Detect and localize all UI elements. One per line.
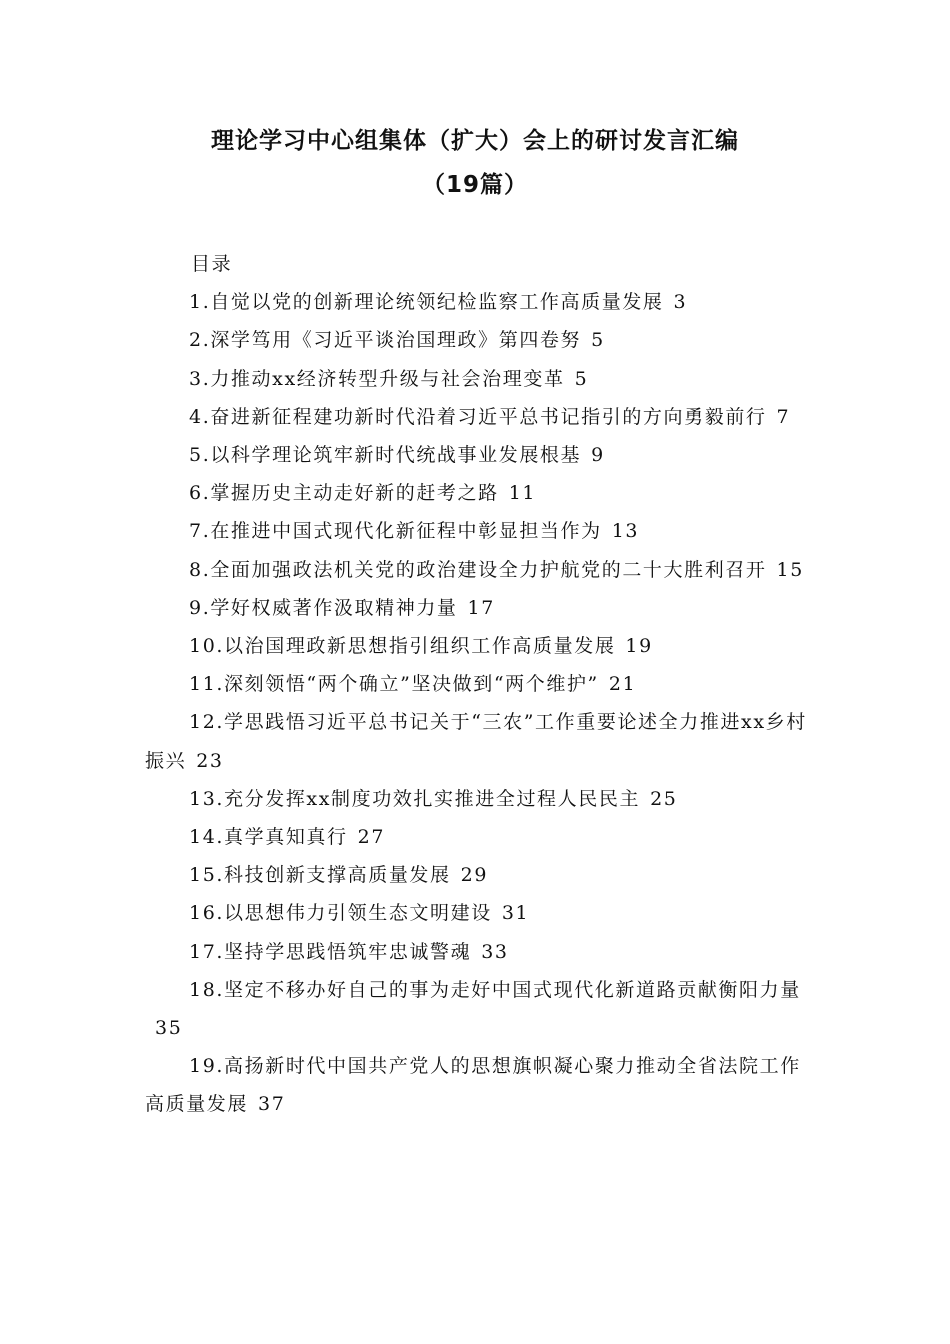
toc-entry[interactable] [145, 971, 810, 1047]
toc-page-number: 5 [591, 329, 605, 352]
toc-entry[interactable] [145, 627, 810, 665]
toc-page-number: 29 [460, 864, 489, 887]
toc-page-number: 15 [776, 558, 804, 581]
toc-entry-title: 10.以治国理政新思想指引组织工作高质量发展 [189, 635, 616, 658]
toc-entry-title: 19.高扬新时代中国共产党人的思想旗帜凝心聚力推动全省法院工作高质量发展 [145, 1055, 801, 1116]
toc-entry[interactable] [145, 283, 810, 321]
toc-entry-title: 5.以科学理论筑牢新时代统战事业发展根基 [189, 444, 582, 467]
table-of-contents [145, 245, 810, 1124]
toc-page-number: 17 [467, 596, 495, 619]
toc-page-number: 25 [650, 787, 678, 810]
toc-heading: 目录 [191, 253, 233, 275]
toc-entry[interactable] [145, 818, 810, 856]
toc-entry[interactable] [145, 665, 810, 703]
toc-entry-title: 6.掌握历史主动走好新的赶考之路 [189, 482, 499, 505]
toc-entry[interactable] [145, 321, 810, 359]
toc-entry-title: 15.科技创新支撑高质量发展 [189, 864, 451, 887]
toc-entry[interactable] [145, 512, 810, 550]
toc-entry-title: 2.深学笃用《习近平谈治国理政》第四卷努 [189, 329, 582, 352]
toc-page-number: 5 [574, 367, 589, 390]
toc-page-number: 27 [357, 826, 386, 849]
toc-entry-title: 13.充分发挥xx制度功效扎实推进全过程人民民主 [189, 787, 641, 810]
toc-entry[interactable] [145, 1047, 810, 1123]
toc-entry[interactable] [145, 780, 810, 818]
toc-entry-title: 14.真学真知真行 [189, 826, 348, 849]
toc-page-number: 37 [258, 1093, 286, 1116]
toc-page-number: 21 [608, 673, 637, 696]
toc-page-number: 31 [501, 902, 530, 925]
toc-entry[interactable] [145, 474, 810, 512]
toc-entry-title: 18.坚定不移办好自己的事为走好中国式现代化新道路贡献衡阳力量 [189, 978, 801, 1001]
toc-page-number: 7 [776, 405, 791, 428]
document-title: 理论学习中心组集体（扩大）会上的研讨发言汇编 [211, 128, 739, 154]
document-subtitle: （19篇） [421, 172, 528, 198]
toc-entry[interactable] [145, 589, 810, 627]
toc-entry-title: 1.自觉以党的创新理论统领纪检监察工作高质量发展 [189, 291, 664, 314]
toc-page-number: 9 [591, 444, 605, 467]
toc-entry[interactable] [145, 360, 810, 398]
toc-entry[interactable] [145, 398, 810, 436]
toc-page-number: 19 [625, 635, 653, 658]
toc-entry-title: 16.以思想伟力引领生态文明建设 [189, 902, 492, 925]
toc-entry[interactable] [145, 894, 810, 932]
toc-entry[interactable] [145, 933, 810, 971]
toc-page-number: 13 [611, 520, 640, 543]
toc-entry-title: 12.学思践悟习近平总书记关于“三农”工作重要论述全力推进xx乡村振兴 [145, 711, 807, 772]
toc-entry-title: 7.在推进中国式现代化新征程中彰显担当作为 [189, 520, 602, 543]
toc-entry[interactable] [145, 436, 810, 474]
toc-entry-title: 4.奋进新征程建功新时代沿着习近平总书记指引的方向勇毅前行 [189, 405, 767, 428]
toc-entry-title: 8.全面加强政法机关党的政治建设全力护航党的二十大胜利召开 [189, 558, 767, 581]
toc-page-number: 35 [155, 1017, 183, 1040]
toc-page-number: 33 [481, 940, 509, 963]
toc-entry[interactable] [145, 856, 810, 894]
toc-entry-title: 9.学好权威著作汲取精神力量 [189, 596, 458, 619]
toc-entry-title: 11.深刻领悟“两个确立”坚决做到“两个维护” [189, 673, 599, 696]
toc-page-number: 11 [508, 482, 537, 505]
toc-entry-title: 3.力推动xx经济转型升级与社会治理变革 [189, 367, 565, 390]
toc-entry[interactable] [145, 703, 810, 779]
toc-page-number: 3 [673, 291, 688, 314]
toc-entry[interactable] [145, 551, 810, 589]
toc-page-number: 23 [196, 749, 224, 772]
toc-entry-title: 17.坚持学思践悟筑牢忠诚警魂 [189, 940, 472, 963]
